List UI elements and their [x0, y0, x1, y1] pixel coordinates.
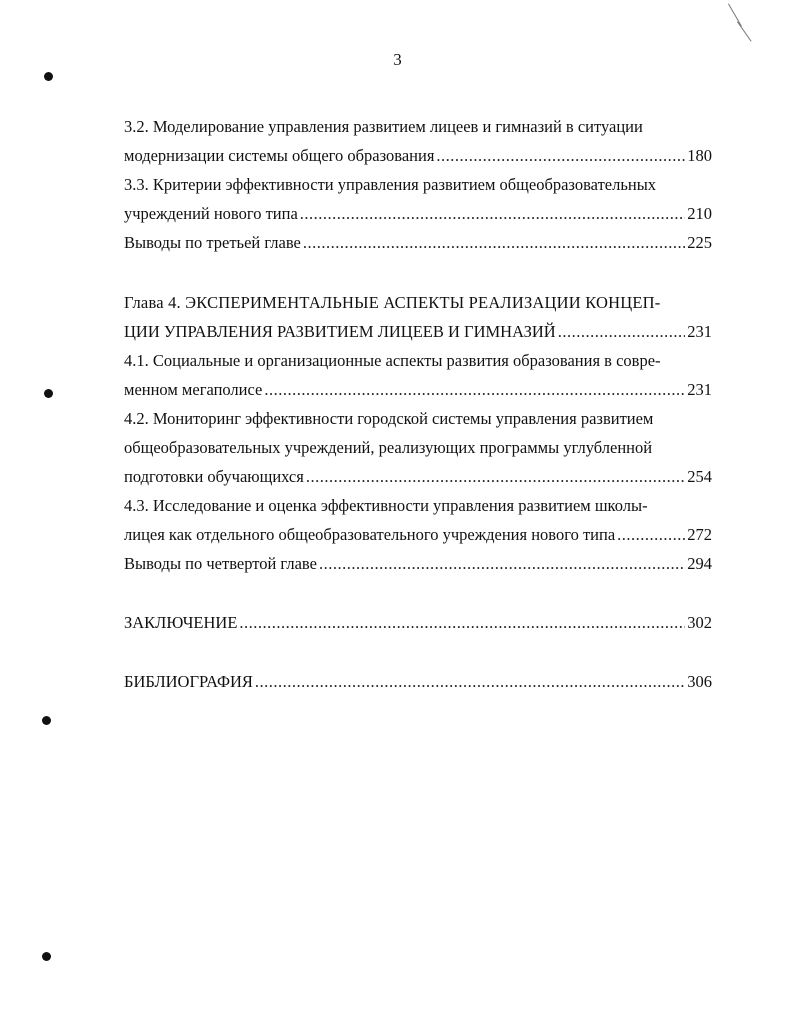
toc-entry-text-last: БИБЛИОГРАФИЯ — [124, 672, 253, 691]
leader-dots — [300, 199, 685, 228]
toc-page-number: 302 — [687, 613, 712, 632]
toc-page-number: 294 — [687, 554, 712, 573]
toc-page-number: 254 — [687, 467, 712, 486]
leader-dots — [303, 228, 685, 257]
toc-entry-text-last: учреждений нового типа — [124, 204, 298, 223]
binding-hole-mark — [42, 716, 51, 725]
table-of-contents — [124, 112, 712, 696]
leader-dots — [264, 375, 685, 404]
toc-entry-3-2[interactable] — [124, 112, 712, 170]
leader-dots — [255, 667, 685, 696]
leader-dots — [617, 520, 685, 549]
toc-entry-bibliography[interactable] — [124, 667, 712, 696]
toc-entry-text-last: Выводы по четвертой главе — [124, 554, 317, 573]
toc-entry-text-last: Выводы по третьей главе — [124, 233, 301, 252]
toc-entry-summary-4[interactable] — [124, 549, 712, 578]
toc-entry-text: 3.3. Критерии эффективности управления развитием общеобразовательных — [124, 175, 657, 194]
toc-entry-text-2: общеобразовательных учреждений, реализующих программы углубленной — [124, 438, 653, 457]
toc-entry-text: 4.1. Социальные и организационные аспекты развития образования в совре- — [124, 351, 661, 370]
toc-entry-4-1[interactable] — [124, 346, 712, 404]
toc-entry-4-2[interactable] — [124, 404, 712, 491]
leader-dots — [306, 462, 685, 491]
scan-scratch — [728, 4, 742, 27]
toc-page-number: 231 — [687, 380, 712, 399]
binding-hole-mark — [44, 389, 53, 398]
toc-entry-3-3[interactable] — [124, 170, 712, 228]
toc-entry-text: Глава 4. ЭКСПЕРИМЕНТАЛЬНЫЕ АСПЕКТЫ РЕАЛИЗАЦИИ КОНЦЕП- — [124, 293, 661, 312]
toc-entry-text-last: лицея как отдельного общеобразовательного учреждения нового типа — [124, 525, 616, 544]
toc-entry-text-last: ЦИИ УПРАВЛЕНИЯ РАЗВИТИЕМ ЛИЦЕЕВ И ГИМНАЗИЙ — [124, 322, 556, 341]
toc-entry-text-last: менном мегаполисе — [124, 380, 263, 399]
toc-page-number: 306 — [687, 672, 712, 691]
toc-page-number: 225 — [687, 233, 712, 252]
toc-entry-text: 4.3. Исследование и оценка эффективности управления развитием школы- — [124, 496, 648, 515]
toc-entry-summary-3[interactable] — [124, 228, 712, 257]
scan-scratch — [737, 21, 752, 41]
toc-entry-text: 3.2. Моделирование управления развитием лицеев и гимназий в ситуации — [124, 117, 643, 136]
toc-entry-text-last: модернизации системы общего образования — [124, 146, 435, 165]
leader-dots — [558, 317, 686, 346]
binding-hole-mark — [42, 952, 51, 961]
leader-dots — [319, 549, 685, 578]
toc-entry-chapter-4[interactable] — [124, 288, 712, 346]
binding-hole-mark — [44, 72, 53, 81]
toc-page-number: 180 — [687, 146, 712, 165]
toc-entry-conclusion[interactable] — [124, 608, 712, 637]
toc-entry-text-last: подготовки обучающихся — [124, 467, 304, 486]
toc-page-number: 210 — [687, 204, 712, 223]
toc-entry-text-last: ЗАКЛЮЧЕНИЕ — [124, 613, 238, 632]
leader-dots — [436, 141, 685, 170]
leader-dots — [239, 608, 685, 637]
toc-entry-4-3[interactable] — [124, 491, 712, 549]
toc-page-number: 272 — [687, 525, 712, 544]
toc-entry-text: 4.2. Мониторинг эффективности городской системы управления развитием — [124, 409, 654, 428]
page-number: 3 — [393, 50, 402, 69]
toc-page-number: 231 — [687, 322, 712, 341]
